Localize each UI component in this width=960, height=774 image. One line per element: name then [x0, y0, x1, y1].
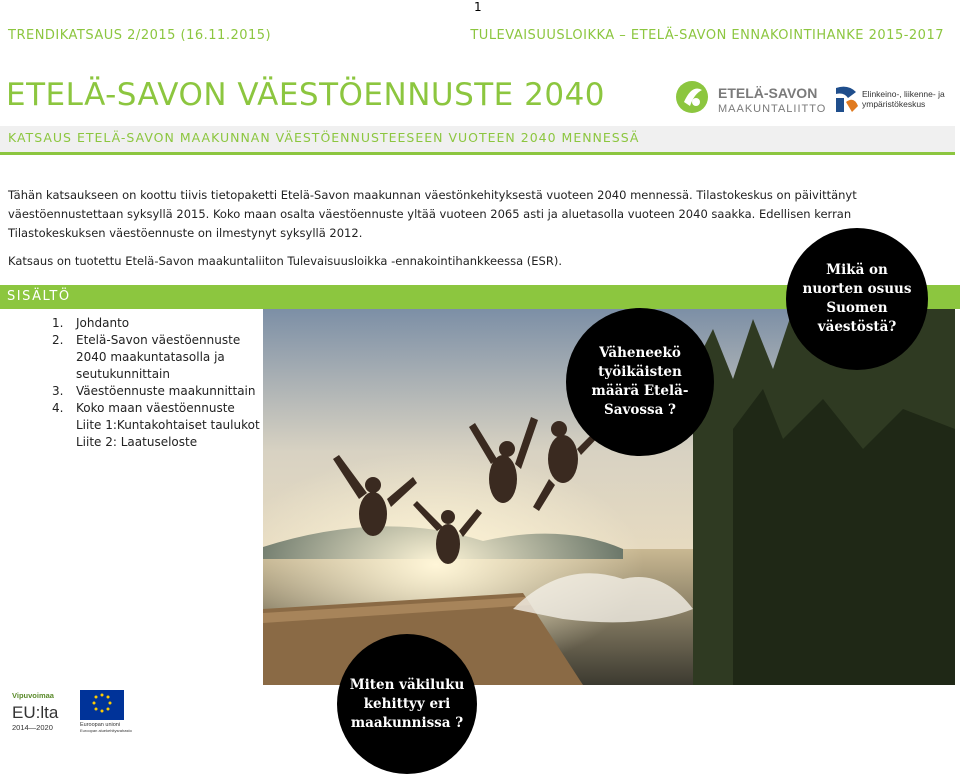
etela-savo-logo-line1: ETELÄ-SAVON [718, 85, 818, 101]
vipuvoimaa-text: Vipuvoimaa [12, 691, 54, 700]
question-bubble-working-age [566, 308, 714, 456]
toc-item-number: 2. [52, 333, 64, 347]
etela-savo-logo-line2: MAAKUNTALIITTO [718, 103, 827, 115]
toc-item[interactable] [52, 434, 272, 451]
header-right: TULEVAISUUSLOIKKA – ETELÄ-SAVON ENNAKOINTIHANKE 2015-2017 [470, 28, 944, 43]
toc-item[interactable] [52, 315, 272, 332]
toc-item-label: Etelä-Savon väestöennuste 2040 maakuntatasolla ja seutukunnittain [76, 333, 241, 381]
eu-fund-text: Euroopan aluekehitysrahasto [80, 728, 132, 733]
etela-savo-logo [674, 76, 827, 120]
toc-item-number [52, 417, 76, 434]
header-left: TRENDIKATSAUS 2/2015 (16.11.2015) [8, 28, 272, 43]
toc-item-label: Liite 2: Laatuseloste [76, 435, 198, 449]
toc-item-label: Koko maan väestöennuste [76, 401, 235, 415]
page-subtitle: KATSAUS ETELÄ-SAVON MAAKUNNAN VÄESTÖENNUSTEESEEN VUOTEEN 2040 MENNESSÄ [8, 130, 640, 145]
toc-item-label: Väestöennuste maakunnittain [76, 384, 256, 398]
ely-logo-line1: Elinkeino-, liikenne- ja [862, 89, 945, 99]
question-bubble-population [337, 634, 477, 774]
page-title: ETELÄ-SAVON VÄESTÖENNUSTE 2040 [6, 77, 606, 113]
table-of-contents [52, 315, 272, 451]
eu-lta-text: EU:lta [12, 703, 59, 722]
toc-item-number: 4. [52, 401, 64, 415]
toc-item-number: 1. [52, 316, 64, 330]
question-bubble-text: Mikä on nuorten osuus Suomen väestöstä? [802, 262, 912, 335]
toc-item[interactable] [52, 400, 272, 417]
question-bubble-youth-share [786, 228, 928, 370]
page-number: 1 [474, 0, 482, 14]
toc-item[interactable] [52, 332, 272, 383]
eu-funding-logos [10, 688, 140, 734]
eu-union-text: Euroopan unioni [80, 722, 121, 728]
toc-item-label: Liite 1:Kuntakohtaiset taulukot [76, 418, 260, 432]
toc-item-number: 3. [52, 384, 64, 398]
toc-title: SISÄLTÖ [7, 289, 71, 304]
intro-paragraph-2: Katsaus on tuotettu Etelä-Savon maakuntaliiton Tulevaisuusloikka -ennakointihankkeessa (ESR). [8, 254, 562, 268]
toc-item[interactable] [52, 417, 272, 434]
years-text: 2014—2020 [12, 723, 53, 732]
question-bubble-text: Väheneekö työikäisten määrä Etelä-Savossa ? [591, 345, 689, 418]
ely-logo [834, 84, 954, 114]
toc-item-number [52, 434, 76, 451]
toc-item[interactable] [52, 383, 272, 400]
toc-item-label: Johdanto [76, 316, 130, 330]
ely-logo-line2: ympäristökeskus [862, 99, 926, 109]
intro-paragraph: Tähän katsaukseen on koottu tiivis tietopaketti Etelä-Savon maakunnan väestönkehityksestä vuoteen 2040 mennessä. Tilastokeskus on päivittänyt väestöennustettaan syksyllä 2015. Koko maan osalta väestöennuste yltää vuoteen 2065 asti ja aluetasolla vuoteen 2040 saakka. Edellisen kerran Tilastokeskuksen väestöennuste on ilmestynyt syksyllä 2012. [8, 188, 857, 240]
question-bubble-text: Miten väkiluku kehittyy eri maakunnissa ? [349, 676, 465, 731]
